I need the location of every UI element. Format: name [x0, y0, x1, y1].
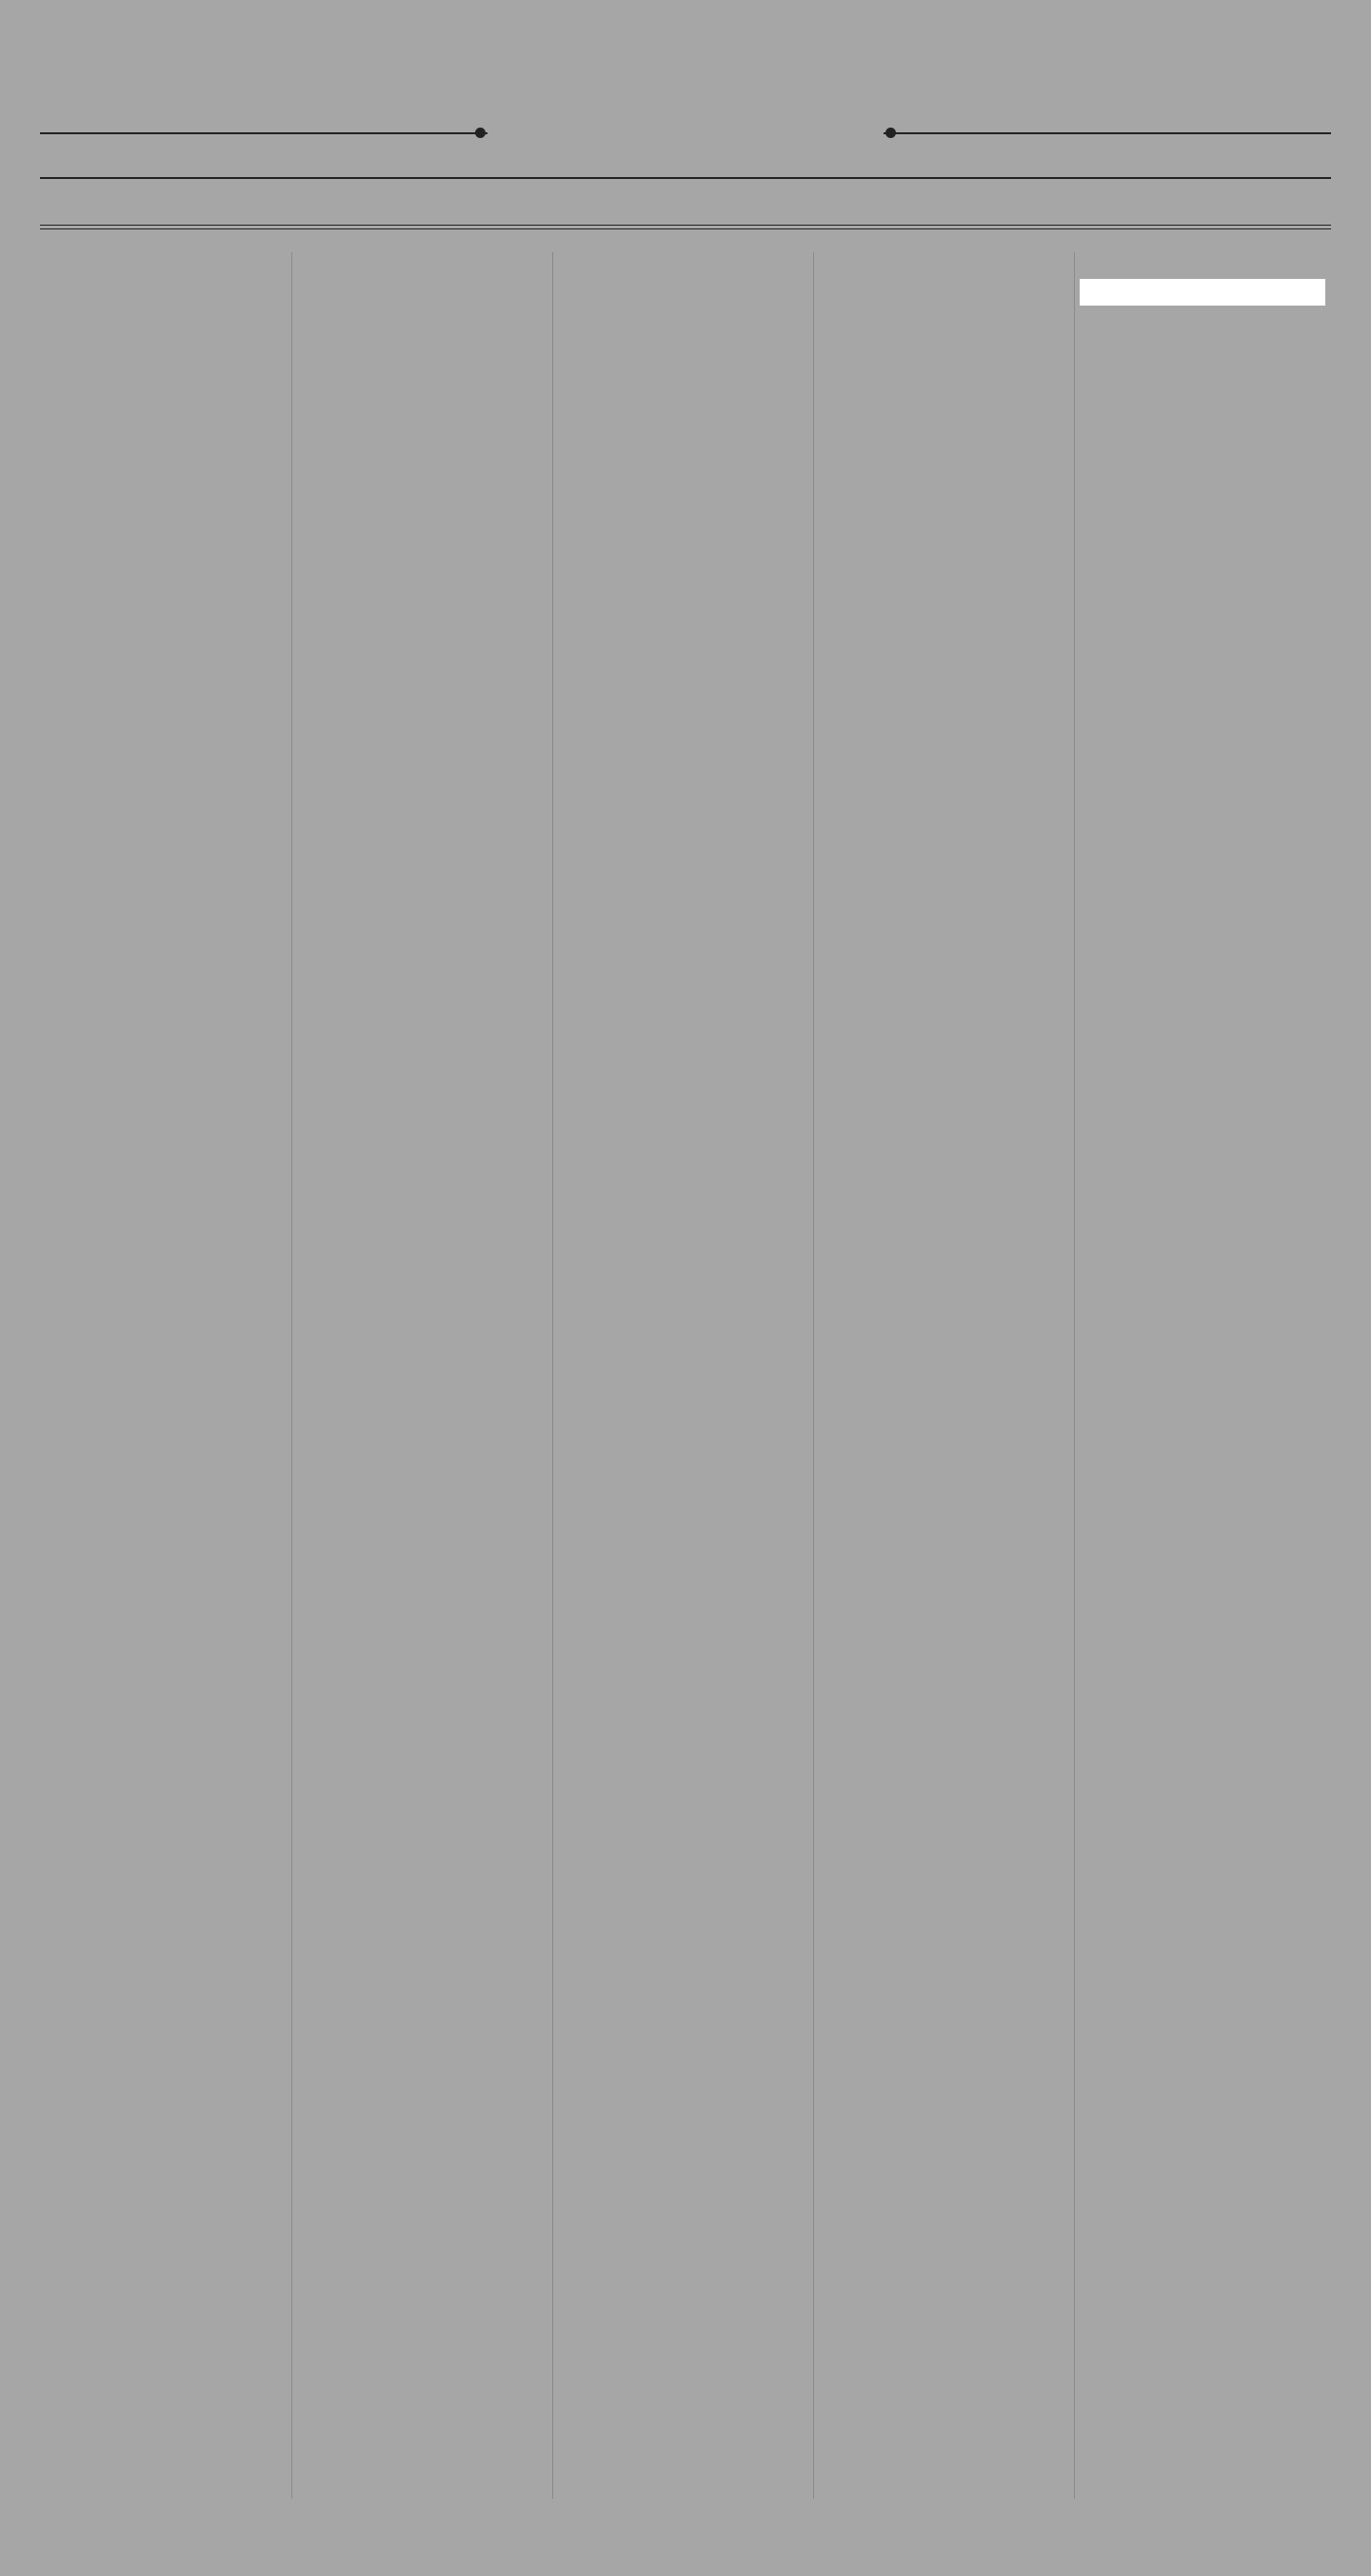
column-divider [813, 252, 814, 2499]
column-5 [1087, 252, 1321, 332]
column-2 [304, 252, 538, 279]
section-rule-bottom [40, 228, 1331, 229]
column-divider [1074, 252, 1075, 2499]
column-divider [291, 252, 292, 2499]
highlighted-letter [1080, 279, 1325, 306]
column-3 [566, 252, 800, 279]
column-1 [44, 252, 278, 279]
section-rule-top [40, 225, 1331, 226]
header-rule [40, 177, 1331, 179]
column-4 [826, 252, 1061, 279]
masthead [40, 0, 1331, 200]
masthead-rule-left [40, 132, 487, 134]
masthead-rule-right [884, 132, 1331, 134]
masthead-dot-left [475, 128, 486, 138]
column-divider [552, 252, 553, 2499]
